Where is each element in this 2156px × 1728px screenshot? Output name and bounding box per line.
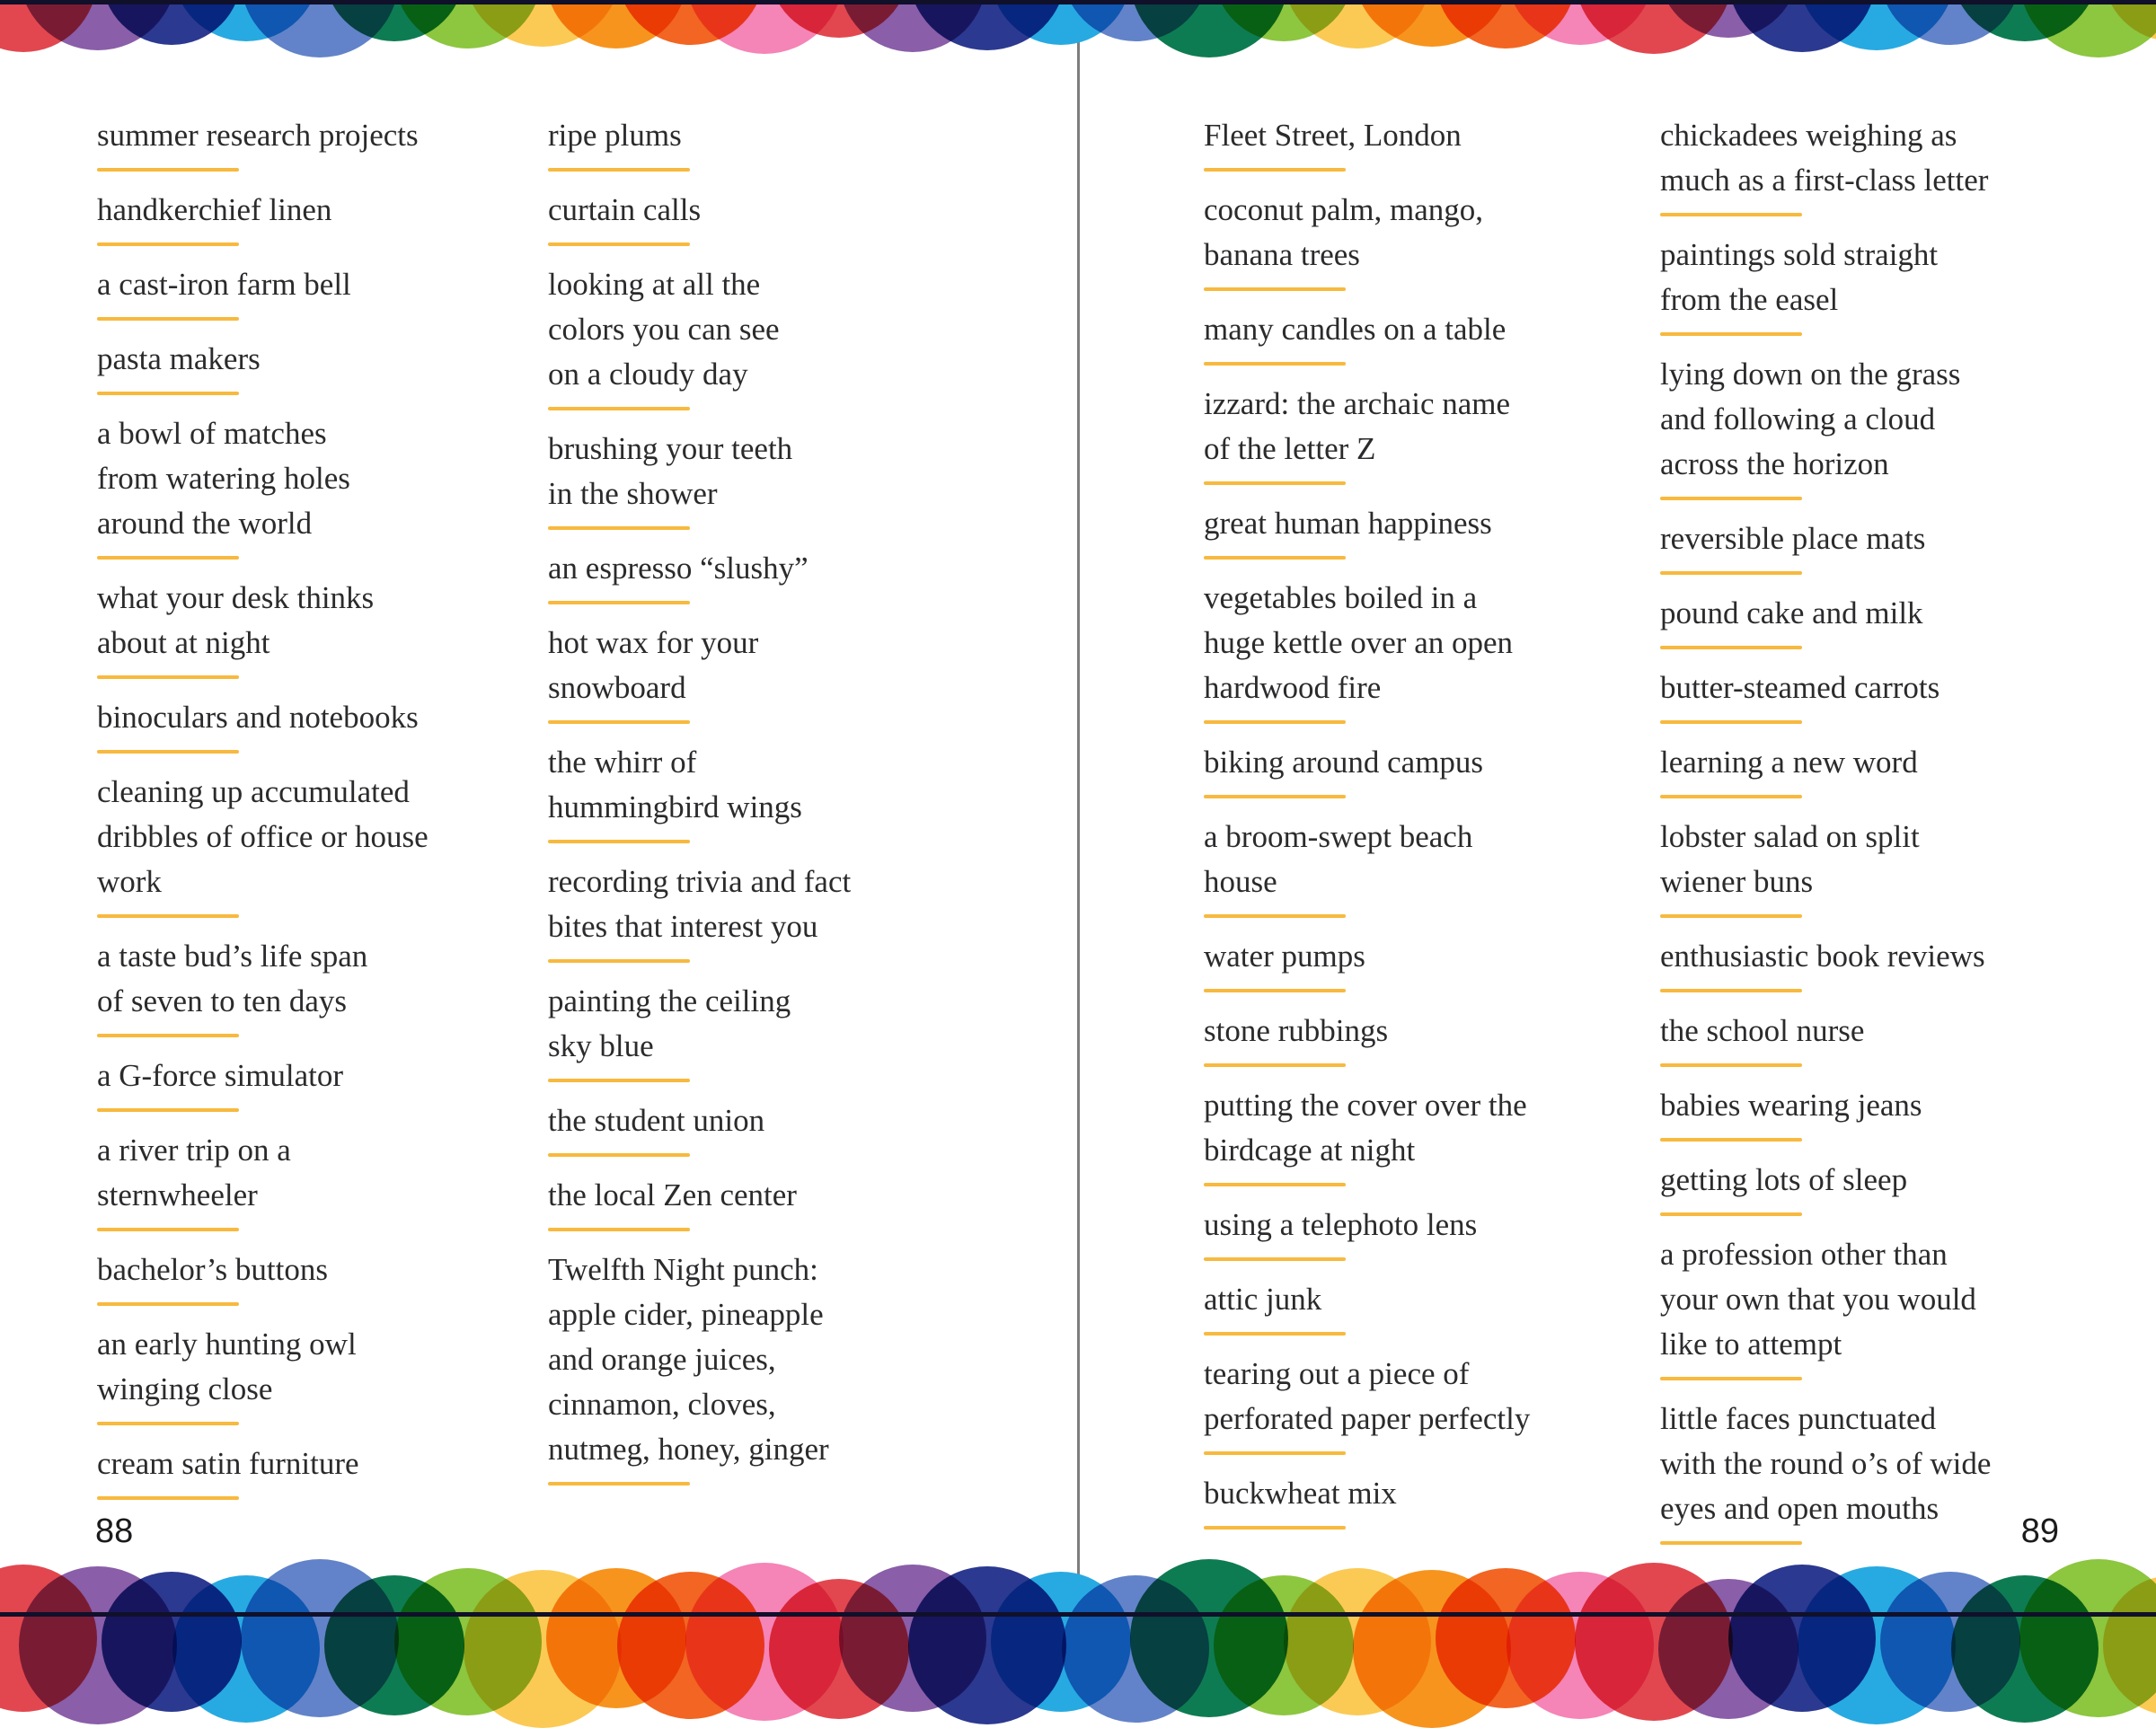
list-item [1660,1158,2136,1216]
entry-line: banana trees [1204,233,1651,278]
entry-line: pasta makers [97,337,539,382]
entry-line: a cast-iron farm bell [97,262,539,307]
entry-underline [97,1422,239,1425]
entry-underline [548,1153,690,1157]
list-item [1204,815,1651,918]
entry-line: work [97,860,539,904]
entry-underline [1204,556,1346,560]
list-item [548,740,1051,843]
entry-line: curtain calls [548,188,1051,233]
entry-underline [97,168,239,172]
entry-underline [97,392,239,395]
list-item [97,1322,539,1425]
list-item [1660,740,2136,798]
entry-line: lying down on the grass [1660,352,2136,397]
entry-line: hot wax for your [548,621,1051,666]
entry-line: with the round o’s of wide [1660,1441,2136,1486]
entry-line: coconut palm, mango, [1204,188,1651,233]
list-item [548,546,1051,604]
entry-underline [1660,497,1802,500]
entry-underline [1660,646,1802,649]
list-item [548,1248,1051,1486]
entry-underline [1660,213,1802,216]
entry-line: the student union [548,1098,1051,1143]
entry-underline [1204,1257,1346,1261]
list-item [97,188,539,246]
entry-line: recording trivia and fact [548,860,1051,904]
entry-underline [548,840,690,843]
entry-line: huge kettle over an open [1204,621,1651,666]
list-item [548,262,1051,410]
entry-line: a river trip on a [97,1128,539,1173]
entry-underline [1204,168,1346,172]
list-item [1204,1471,1651,1530]
entry-line: paintings sold straight [1660,233,2136,278]
list-item [1660,1397,2136,1545]
entry-line: butter-steamed carrots [1660,666,2136,710]
list-item [97,337,539,395]
entry-line: ripe plums [548,113,1051,158]
entry-underline [548,1079,690,1082]
entry-line: summer research projects [97,113,539,158]
entry-line: biking around campus [1204,740,1651,785]
entry-underline [1660,332,1802,336]
entry-line: using a telephoto lens [1204,1203,1651,1248]
entry-line: a bowl of matches [97,411,539,456]
list-item [1660,233,2136,336]
list-item [548,621,1051,724]
entry-line: bachelor’s buttons [97,1248,539,1292]
list-item [548,188,1051,246]
entry-line: nutmeg, honey, ginger [548,1427,1051,1472]
entry-line: binoculars and notebooks [97,695,539,740]
entry-line: hummingbird wings [548,785,1051,830]
entry-underline [1204,1332,1346,1336]
entry-line: on a cloudy day [548,352,1051,397]
entry-line: house [1204,860,1651,904]
entry-line: a broom-swept beach [1204,815,1651,860]
page-right-column-2 [1660,113,2136,1561]
list-item [1660,1232,2136,1380]
entry-underline [1204,720,1346,724]
entry-line: the whirr of [548,740,1051,785]
list-item [1660,815,2136,918]
list-item [97,576,539,679]
bottom-edge-strip [0,1612,2156,1617]
entry-line: a G-force simulator [97,1054,539,1098]
entry-line: the local Zen center [548,1173,1051,1218]
list-item [1204,740,1651,798]
entry-line: water pumps [1204,934,1651,979]
entry-line: a profession other than [1660,1232,2136,1277]
list-item [548,979,1051,1082]
entry-line: across the horizon [1660,442,2136,487]
gutter-line [1077,4,1080,1612]
entry-underline [1204,989,1346,992]
entry-line: around the world [97,501,539,546]
list-item [1204,1203,1651,1261]
entry-line: what your desk thinks [97,576,539,621]
entry-underline [1204,481,1346,485]
entry-underline [1204,1526,1346,1530]
entry-line: and following a cloud [1660,397,2136,442]
entry-line: the school nurse [1660,1009,2136,1054]
entry-line: dribbles of office or house [97,815,539,860]
entry-line: winging close [97,1367,539,1412]
entry-underline [1204,362,1346,366]
entry-underline [1660,1212,1802,1216]
list-item [1660,1083,2136,1142]
entry-line: apple cider, pineapple [548,1292,1051,1337]
entry-underline [97,1034,239,1037]
entry-line: cleaning up accumulated [97,770,539,815]
entry-line: reversible place mats [1660,516,2136,561]
entry-line: colors you can see [548,307,1051,352]
list-item [1660,591,2136,649]
entry-line: from the easel [1660,278,2136,322]
entry-underline [548,720,690,724]
entry-underline [1660,1063,1802,1067]
entry-line: wiener buns [1660,860,2136,904]
entry-line: chickadees weighing as [1660,113,2136,158]
list-item [548,860,1051,963]
entry-underline [1660,989,1802,992]
list-item [1204,1083,1651,1186]
entry-line: birdcage at night [1204,1128,1651,1173]
list-item [97,695,539,754]
list-item [1660,1009,2136,1067]
entry-line: bites that interest you [548,904,1051,949]
entry-underline [1204,1451,1346,1455]
entry-line: hardwood fire [1204,666,1651,710]
entry-underline [548,168,690,172]
list-item [97,113,539,172]
entry-line: attic junk [1204,1277,1651,1322]
entry-line: sternwheeler [97,1173,539,1218]
entry-underline [97,750,239,754]
page-number-left: 88 [95,1512,133,1551]
list-item [97,262,539,321]
list-item [548,1098,1051,1157]
entry-line: enthusiastic book reviews [1660,934,2136,979]
entry-underline [1660,1541,1802,1545]
entry-line: sky blue [548,1024,1051,1069]
list-item [1204,934,1651,992]
entry-underline [97,914,239,918]
entry-underline [1204,795,1346,798]
page-right-column-1 [1204,113,1651,1546]
entry-line: eyes and open mouths [1660,1486,2136,1531]
entry-underline [548,407,690,410]
entry-underline [548,242,690,246]
entry-underline [97,556,239,560]
list-item [1660,666,2136,724]
entry-line: many candles on a table [1204,307,1651,352]
entry-line: great human happiness [1204,501,1651,546]
entry-underline [97,1228,239,1231]
entry-line: from watering holes [97,456,539,501]
list-item [97,1128,539,1231]
list-item [97,934,539,1037]
list-item [1204,307,1651,366]
list-item [1204,1009,1651,1067]
entry-line: stone rubbings [1204,1009,1651,1054]
entry-line: snowboard [548,666,1051,710]
entry-underline [1660,1138,1802,1142]
list-item [1204,576,1651,724]
entry-line: about at night [97,621,539,666]
entry-underline [1204,1063,1346,1067]
list-item [97,1054,539,1112]
entry-line: in the shower [548,472,1051,516]
entry-line: learning a new word [1660,740,2136,785]
list-item [548,1173,1051,1231]
entry-underline [1204,1183,1346,1186]
list-item [1204,1277,1651,1336]
entry-line: Fleet Street, London [1204,113,1651,158]
entry-underline [1660,720,1802,724]
entry-underline [548,1482,690,1486]
entry-underline [548,1228,690,1231]
entry-line: putting the cover over the [1204,1083,1651,1128]
entry-line: perforated paper perfectly [1204,1397,1651,1441]
entry-line: little faces punctuated [1660,1397,2136,1441]
entry-line: a taste bud’s life span [97,934,539,979]
list-item [97,770,539,918]
list-item [1204,382,1651,485]
list-item [1660,352,2136,500]
entry-underline [1204,287,1346,291]
entry-line: cream satin furniture [97,1441,539,1486]
list-item [97,411,539,560]
list-item [1660,516,2136,575]
list-item [548,427,1051,530]
entry-underline [548,601,690,604]
list-item [1660,934,2136,992]
list-item [1204,188,1651,291]
list-item [97,1248,539,1306]
entry-line: babies wearing jeans [1660,1083,2136,1128]
page-left-column-1 [97,113,539,1516]
entry-line: buckwheat mix [1204,1471,1651,1516]
entry-line: like to attempt [1660,1322,2136,1367]
entry-line: painting the ceiling [548,979,1051,1024]
entry-underline [1204,914,1346,918]
entry-underline [97,675,239,679]
entry-line: looking at all the [548,262,1051,307]
page-left-column-2 [548,113,1051,1502]
entry-line: brushing your teeth [548,427,1051,472]
entry-line: Twelfth Night punch: [548,1248,1051,1292]
entry-line: pound cake and milk [1660,591,2136,636]
entry-line: izzard: the archaic name [1204,382,1651,427]
entry-line: vegetables boiled in a [1204,576,1651,621]
entry-line: of seven to ten days [97,979,539,1024]
entry-line: tearing out a piece of [1204,1352,1651,1397]
list-item [1204,113,1651,172]
entry-underline [97,317,239,321]
list-item [97,1441,539,1500]
entry-line: lobster salad on split [1660,815,2136,860]
entry-underline [1660,795,1802,798]
entry-line: an espresso “slushy” [548,546,1051,591]
entry-line: your own that you would [1660,1277,2136,1322]
entry-line: an early hunting owl [97,1322,539,1367]
entry-line: of the letter Z [1204,427,1651,472]
entry-underline [97,1496,239,1500]
entry-underline [1660,914,1802,918]
entry-line: getting lots of sleep [1660,1158,2136,1203]
entry-underline [1660,571,1802,575]
list-item [1204,1352,1651,1455]
page-number-right: 89 [2003,1512,2059,1551]
entry-underline [97,242,239,246]
entry-line: handkerchief linen [97,188,539,233]
entry-underline [97,1108,239,1112]
top-edge-strip [0,0,2156,4]
entry-underline [548,959,690,963]
entry-line: and orange juices, [548,1337,1051,1382]
entry-underline [1660,1377,1802,1380]
entry-underline [97,1302,239,1306]
list-item [1204,501,1651,560]
entry-line: much as a first-class letter [1660,158,2136,203]
list-item [1660,113,2136,216]
entry-line: cinnamon, cloves, [548,1382,1051,1427]
entry-underline [548,526,690,530]
list-item [548,113,1051,172]
